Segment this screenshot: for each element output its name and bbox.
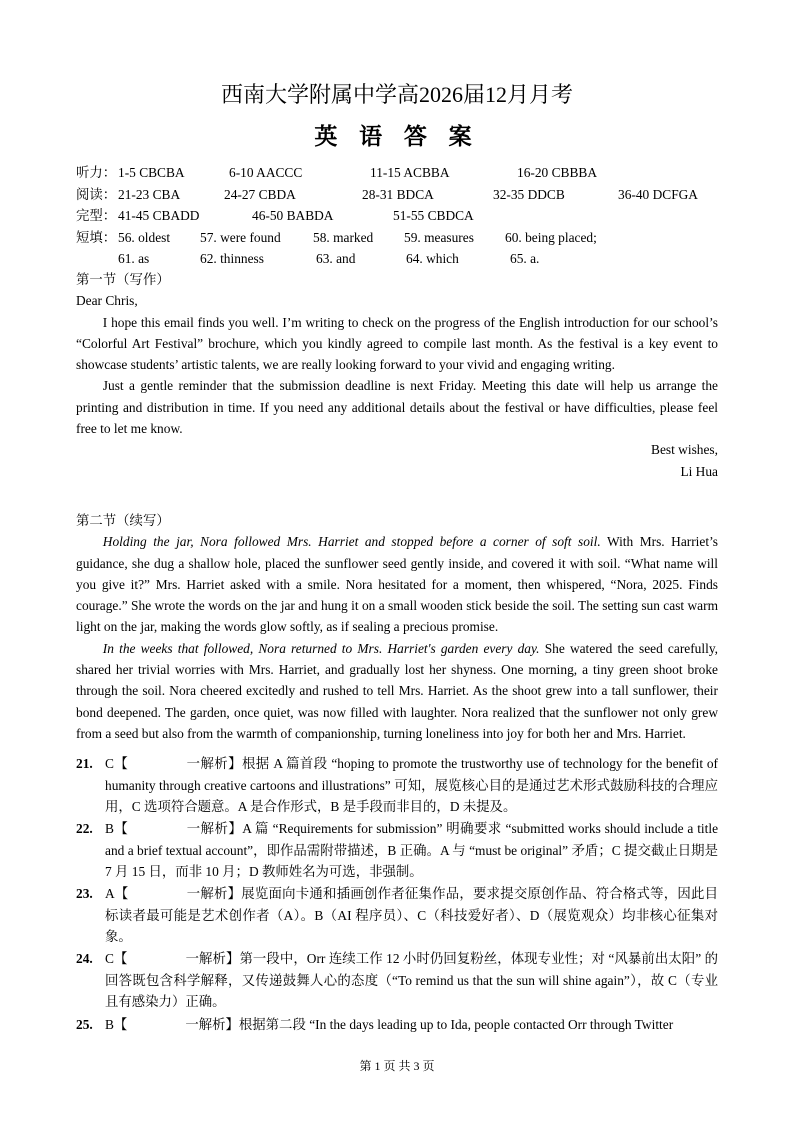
analysis-text: 根据 A 篇首段 “hoping to promote the trustworthy use of technology for the benefit of humanity through creative cartoons and illustrations” 可知，展览核心目的是通过艺术形式鼓励科技的合理应用，C 选项符合题意。A 是合作形式，B 是手段而非目的，D 未提及。 — [105, 756, 719, 815]
page-footer: 第 1 页 共 3 页 — [359, 1059, 435, 1073]
question-number: 25. — [76, 1017, 93, 1032]
answer-letter: B【 — [105, 821, 129, 836]
salutation: Dear Chris, — [76, 293, 138, 309]
answer-item: 60. being placed; — [505, 230, 597, 245]
section-heading: 第一节（写作） — [76, 272, 170, 287]
answer-item: 64. which — [406, 251, 459, 266]
analysis-tag: 一解析】 — [186, 756, 242, 771]
given-lead-sentence: Holding the jar, Nora followed Mrs. Harriet and stopped before a corner of soft soil. — [102, 534, 601, 550]
section-label: 听力： — [76, 165, 117, 180]
answer-item: 65. a. — [510, 251, 540, 266]
closing: Best wishes, — [651, 442, 718, 458]
answer-letter: C【 — [105, 951, 128, 966]
answer-item: 62. thinness — [200, 251, 264, 266]
answer-item: 11-15 ACBBA — [370, 165, 450, 180]
answer-item: 1-5 CBCBA — [118, 165, 185, 180]
answer-item: 6-10 AACCC — [229, 165, 303, 180]
answer-item: 16-20 CBBBA — [517, 165, 597, 180]
analysis-text: 展览面向卡通和插画创作者征集作品，要求提交原创作品、符合格式等，因此目标读者最可能是艺术创作者（A）。B（AI 程序员）、C（科技爱好者）、D（展览观众）均非核心征集对象。 — [105, 886, 719, 945]
question-number: 22. — [76, 821, 93, 836]
paragraph-text: With Mrs. Harriet’s guidance, she dug a shallow hole, placed the sunflower seed gently inside, and covered it with soil. “What name will you give it?” Mrs. Harriet asked with a smile. Nora hesitated for a moment, then whispered, “Nora, 2025. Finds courage.” She wrote the words on the jar and hung it on a small wooden stick beside the soil. The setting sun cast warm light on the jar, making the words glow softly, as if sealing a precious promise. — [76, 534, 718, 635]
question-number: 24. — [76, 951, 93, 966]
answer-item: 57. were found — [200, 230, 281, 245]
paragraph — [76, 531, 718, 637]
question-number: 23. — [76, 886, 93, 901]
paragraph — [76, 638, 718, 744]
explanation-item — [76, 1014, 718, 1036]
answer-item: 36-40 DCFGA — [618, 187, 698, 202]
explanation-item — [76, 883, 718, 948]
section-label: 完型： — [76, 208, 117, 223]
answer-item: 63. and — [316, 251, 356, 266]
writing-section-1 — [76, 269, 718, 482]
explanation-item — [76, 948, 718, 1013]
paragraph-text: She watered the seed carefully, shared her trivial worries with Mrs. Harriet, and gradually lost her shyness. One morning, a tiny green shoot broke through the soil. Nora cheered excitedly and rushed to tell Mrs. Harriet. As the shoot grew into a tall sunflower, their bond deepened. The garden, once quiet, was now filled with laughter. Nora realized that the sunflower not only grew from a seed but also from the warmth of companionship, turning loneliness into joy for both her and Mrs. Harriet. — [76, 640, 718, 741]
answer-item: 46-50 BABDA — [252, 208, 334, 223]
paragraph: I hope this email finds you well. I’m writing to check on the progress of the English introduction for our school’s “Colorful Art Festival” brochure, which you kindly agreed to compile last month. As the festival is a key event to showcase students’ artistic talents, we are really looking forward to your vivid and engaging writing. — [76, 314, 718, 373]
section-label: 阅读： — [76, 187, 117, 202]
question-number: 21. — [76, 756, 93, 771]
answer-item: 32-35 DDCB — [493, 187, 565, 202]
answer-item: 21-23 CBA — [118, 187, 181, 202]
answer-item: 28-31 BDCA — [362, 187, 434, 202]
answer-item: 51-55 CBDCA — [393, 208, 474, 223]
explanation-item — [76, 753, 718, 818]
explanation-item — [76, 818, 718, 883]
answer-letter: C【 — [105, 756, 129, 771]
answer-item: 58. marked — [313, 230, 374, 245]
page-subtitle: 英 语 答 案 — [314, 124, 480, 149]
answer-item: 61. as — [118, 251, 150, 266]
answer-letter: B【 — [105, 1017, 128, 1032]
page-title: 西南大学附属中学高2026届12月月考 — [220, 82, 573, 107]
analysis-tag: 一解析】 — [186, 821, 243, 836]
analysis-tag: 一解析】 — [186, 886, 242, 901]
analysis-text: 根据第二段 “In the days leading up to Ida, people contacted Orr through Twitter — [238, 1017, 674, 1032]
analysis-text: 第一段中，Orr 连续工作 12 小时仍回复粉丝，体现专业性；对 “风暴前出太阳” 的回答既包含科学解释，又传递鼓舞人心的态度（“To remind us that the sun will shine again”），故 C（专业且有感染力）正确。 — [105, 951, 719, 1010]
answer-item: 59. measures — [404, 230, 474, 245]
answer-letter: A【 — [105, 886, 129, 901]
given-lead-sentence: In the weeks that followed, Nora returned to Mrs. Harriet's garden every day. — [102, 640, 540, 656]
analysis-text: A 篇 “Requirements for submission” 明确要求 “submitted works should include a title and a brief textual account”，即作品需附带描述，B 正确。A 与 “must be original” 矛盾；C 提交截止日期是 7 月 15 日，而非 10 月；D 教师姓名为可选，非强制。 — [105, 821, 719, 880]
answer-item: 41-45 CBADD — [118, 208, 200, 223]
writing-section-2 — [76, 510, 718, 744]
answer-item: 56. oldest — [118, 230, 171, 245]
paragraph: Just a gentle reminder that the submission deadline is next Friday. Meeting this date will help us arrange the printing and distribution in time. If you need any additional details about the festival or have difficulties, please feel free to let me know. — [76, 378, 718, 437]
signature: Li Hua — [680, 463, 718, 479]
analysis-tag: 一解析】 — [185, 951, 240, 966]
section-heading: 第二节（续写） — [76, 513, 170, 528]
analysis-tag: 一解析】 — [185, 1017, 239, 1032]
section-label: 短填： — [76, 230, 117, 245]
answer-item: 24-27 CBDA — [224, 187, 296, 202]
